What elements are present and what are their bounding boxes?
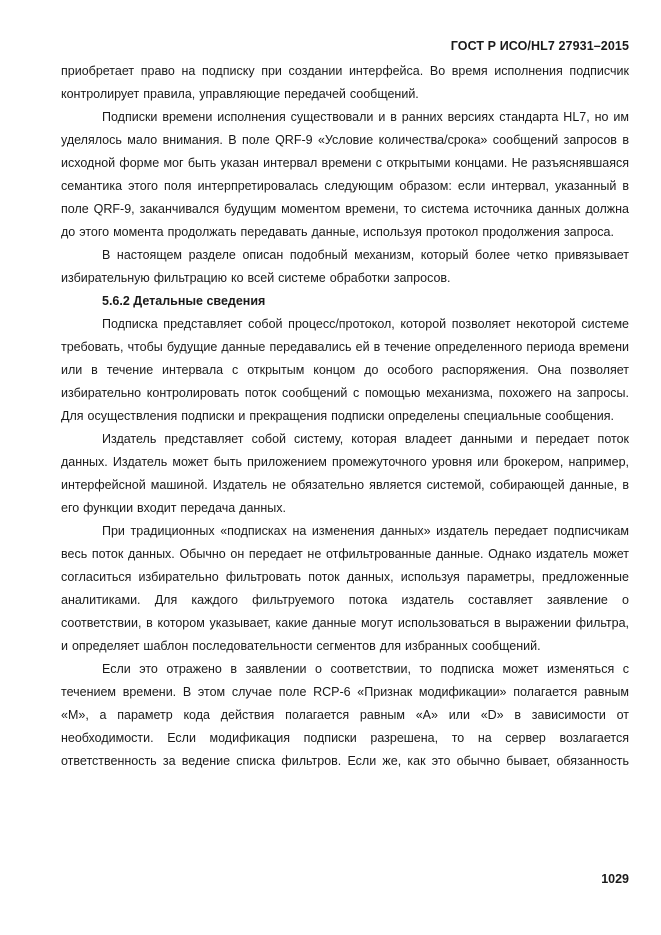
paragraph: В настоящем разделе описан подобный механизм, который более четко привязывает избирательную фильтрацию ко всей системе обработки запросов. (61, 248, 629, 285)
section-heading: 5.6.2 Детальные сведения (102, 294, 266, 308)
paragraph: Подписка представляет собой процесс/протокол, которой позволяет некоторой системе требовать, чтобы будущие данные передавались ей в течение определенного периода времени или в течение интервала с открытым концом до особого распоряжения. Она позволяет избирательно контролировать поток сообщений с помощью механизма, похожего на запросы. Для осуществления подписки и прекращения подписки определены специальные сообщения. (61, 317, 629, 423)
paragraph: При традиционных «подписках на изменения данных» издатель передает подписчикам весь поток данных. Обычно он передает не отфильтрованные данные. Однако издатель может согласиться избирательно фильтровать поток данных, используя параметры, предложенные аналитиками. Для каждого фильтруемого потока издатель составляет заявление о соответствии, в котором указывает, какие данные могут использоваться в выражении фильтра, и определяет шаблон последовательности сегментов для избранных сообщений. (61, 524, 629, 653)
document-header: ГОСТ Р ИСО/HL7 27931–2015 (450, 39, 629, 53)
page-number: 1029 (601, 872, 629, 886)
paragraph-continues: Если это отражено в заявлении о соответствии, то подписка может изменяться с течением времени. В этом случае поле RCP-6 «Признак модификации» полагается равным «М», а параметр кода действия полагается равным «А» или «D» в зависимости от необходимости. Если модификация подписки разрешена, то на сервер возлагается ответственность за ведение списка фильтров. Если же, как это обычно бывает, обязанность (61, 662, 629, 768)
paragraph: Подписки времени исполнения существовали и в ранних версиях стандарта HL7, но им уделялось мало внимания. В поле QRF-9 «Условие количества/срока» сообщений запросов в исходной форме мог быть указан интервал времени с открытыми концами. Не разъяснявшаяся семантика этого поля интерпретировалась следующим образом: если интервал, указанный в поле QRF-9, заканчивался будущим моментом времени, то система источника данных должна до этого момента продолжать передавать данные, используя протокол продолжения запроса. (61, 110, 629, 239)
document-body (61, 60, 629, 773)
paragraph: Издатель представляет собой систему, которая владеет данными и передает поток данных. Издатель может быть приложением промежуточного уровня или брокером, например, интерфейсной машиной. Издатель не обязательно является системой, собирающей данные, в его функции входит передача данных. (61, 432, 629, 515)
paragraph-continued: приобретает право на подписку при создании интерфейса. Во время исполнения подписчик контролирует правила, управляющие передачей сообщений. (61, 64, 629, 101)
